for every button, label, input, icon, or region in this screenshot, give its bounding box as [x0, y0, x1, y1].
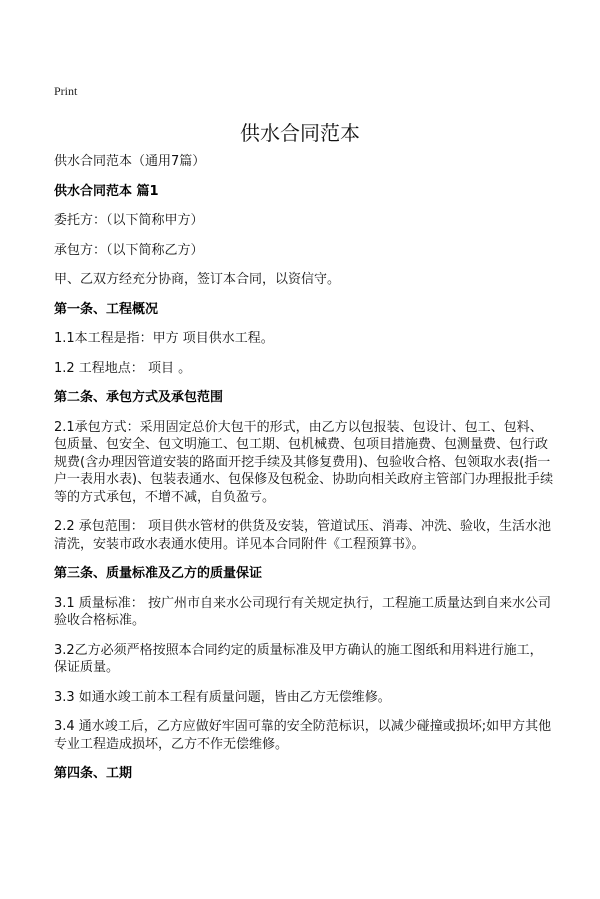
section-heading: 供水合同范本 篇1	[54, 183, 159, 199]
print-label: Print	[54, 84, 78, 98]
body-paragraph: 3.1 质量标准： 按广州市自来水公司现行有关规定执行，工程施工质量达到自来水公司验收合格标准。	[54, 595, 551, 628]
section-heading: 第二条、承包方式及承包范围	[54, 390, 224, 405]
body-paragraph: 1.1本工程是指：甲方 项目供水工程。	[54, 331, 274, 346]
body-paragraph: 3.3 如通水竣工前本工程有质量问题，皆由乙方无偿维修。	[54, 689, 391, 705]
section-heading: 第四条、工期	[54, 766, 133, 781]
body-paragraph: 2.2 承包范围： 项目供水管材的供货及安装，管道试压、消毒、冲洗、验收，生活水池清洗，安装市政水表通水使用。详见本合同附件《工程预算书》。	[54, 519, 551, 552]
body-paragraph: 1.2 工程地点： 项目 。	[54, 360, 192, 376]
body-paragraph: 承包方：（以下简称乙方）	[54, 242, 204, 258]
body-paragraph: 委托方：（以下简称甲方）	[54, 213, 204, 228]
body-paragraph: 2.1承包方式：采用固定总价大包干的形式，由乙方以包报装、包设计、包工、包料、包质量、包安全、包文明施工、包工期、包机械费、包项目措施费、包测量费、包行政规费(含办理因管道安装的路面开挖手续及其修复费用)、包验收合格、包领取水表(指一户一表用水表)、包装表通水、包保修及包税金、协助向相关政府主管部门办理报批手续等的方式承包，不增不减，自负盈亏。	[54, 419, 554, 505]
body-paragraph: 3.4 通水竣工后，乙方应做好牢固可靠的安全防范标识，以减少碰撞或损坏;如甲方其他专业工程造成损坏，乙方不作无偿维修。	[54, 719, 552, 752]
body-paragraph: 3.2乙方必须严格按照本合同约定的质量标准及甲方确认的施工图纸和用料进行施工，保证质量。	[54, 642, 543, 675]
section-heading: 第三条、质量标准及乙方的质量保证	[54, 566, 263, 581]
body-paragraph: 供水合同范本（通用7篇）	[54, 154, 206, 169]
body-paragraph: 甲、乙双方经充分协商，签订本合同，以资信守。	[54, 272, 341, 287]
section-heading: 第一条、工程概况	[54, 301, 159, 317]
document-title: 供水合同范本	[240, 121, 360, 145]
document-body	[54, 153, 554, 795]
